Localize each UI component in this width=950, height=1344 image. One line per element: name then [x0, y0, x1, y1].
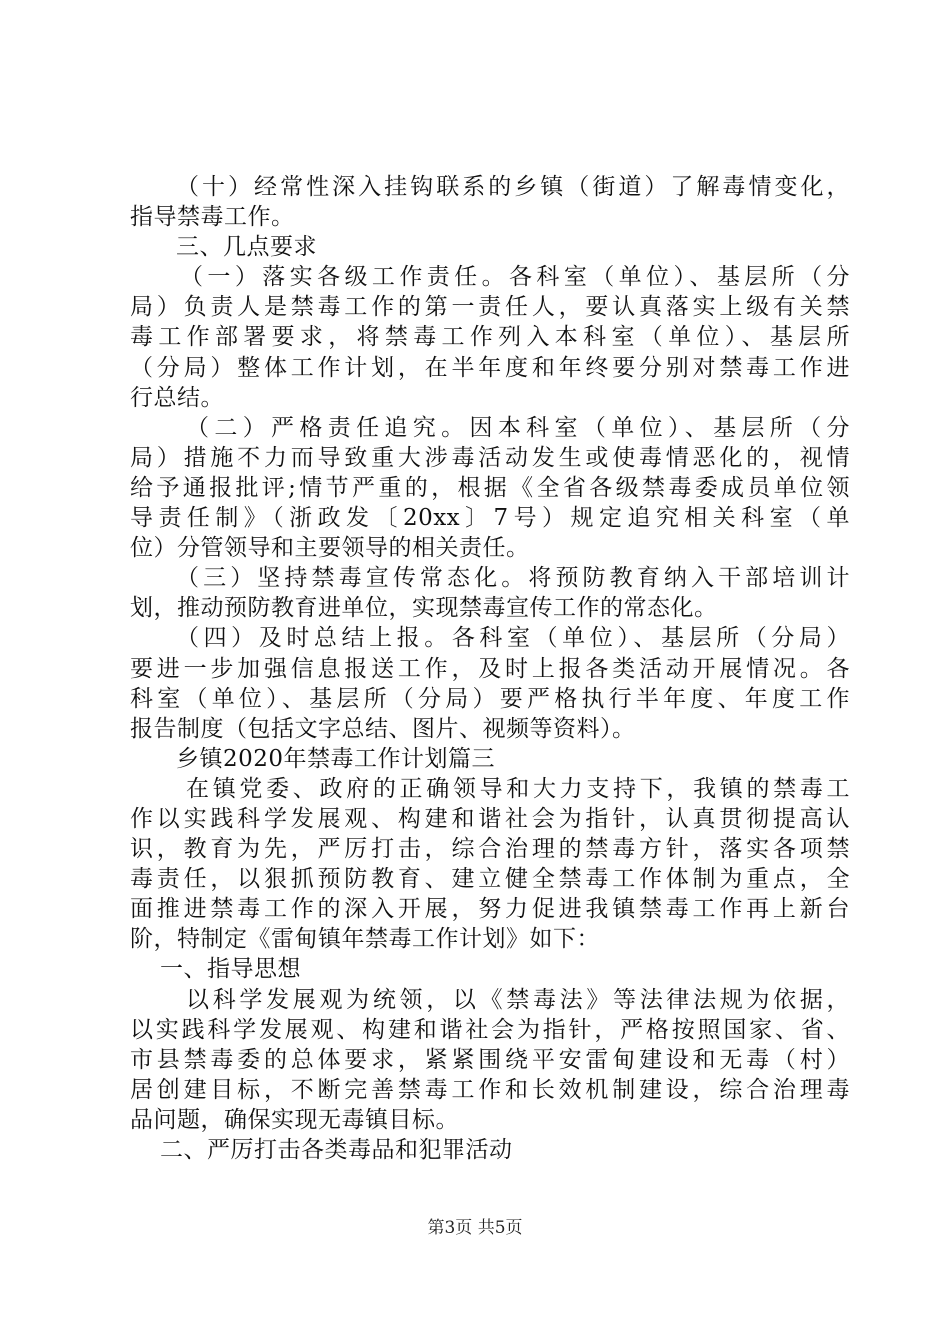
text-line: （四）及时总结上报。各科室（单位）、基层所（分局）: [176, 625, 850, 652]
text-line: （三）坚持禁毒宣传常态化。将预防教育纳入干部培训计: [176, 565, 850, 592]
text-line: 居创建目标，不断完善禁毒工作和长效机制建设，综合治理毒: [130, 1076, 850, 1103]
text-line: 给予通报批评;情节严重的，根据《全省各级禁毒委成员单位领: [130, 474, 850, 501]
text-line: 报告制度（包括文字总结、图片、视频等资料）。: [130, 715, 636, 742]
text-line: 识，教育为先，严厉打击，综合治理的禁毒方针，落实各项禁: [130, 836, 850, 863]
section-heading: 一、指导思想: [160, 956, 301, 983]
text-line: 毒工作部署要求，将禁毒工作列入本科室（单位）、基层所: [130, 324, 850, 351]
text-line: 局）负责人是禁毒工作的第一责任人，要认真落实上级有关禁: [130, 294, 850, 321]
section-heading: 乡镇2020年禁毒工作计划篇三: [176, 745, 496, 772]
text-line: 导责任制》（浙政发〔20xx〕7号）规定追究相关科室（单: [130, 505, 850, 532]
text-line: （二）严格责任追究。因本科室（单位）、基层所（分: [186, 414, 850, 441]
text-line: 阶，特制定《雷甸镇年禁毒工作计划》如下：: [130, 926, 600, 953]
text-line: 指导禁毒工作。: [130, 204, 295, 231]
section-heading: 二、严厉打击各类毒品和犯罪活动: [160, 1137, 513, 1163]
text-line: （分局）整体工作计划，在半年度和年终要分别对禁毒工作进: [130, 354, 850, 381]
text-line: 作以实践科学发展观、构建和谐社会为指针，认真贯彻提高认: [130, 805, 850, 832]
text-line: 毒责任，以狠抓预防教育、建立健全禁毒工作体制为重点，全: [130, 866, 850, 893]
text-line: （十）经常性深入挂钩联系的乡镇（街道）了解毒情变化，: [176, 174, 850, 200]
text-line: 以实践科学发展观、构建和谐社会为指针，严格按照国家、省、: [130, 1016, 850, 1043]
document-body: [130, 172, 850, 1165]
text-line: 以科学发展观为统领，以《禁毒法》等法律法规为依据，: [186, 986, 850, 1013]
text-line: 面推进禁毒工作的深入开展，努力促进我镇禁毒工作再上新台: [130, 896, 850, 923]
page-number: 第3页 共5页: [427, 1218, 523, 1238]
text-line: 科室（单位）、基层所（分局）要严格执行半年度、年度工作: [130, 685, 850, 712]
text-line: （一）落实各级工作责任。各科室（单位）、基层所（分: [180, 264, 850, 291]
text-line: 局）措施不力而导致重大涉毒活动发生或使毒情恶化的，视情: [130, 444, 850, 471]
text-line: 要进一步加强信息报送工作，及时上报各类活动开展情况。各: [130, 655, 850, 682]
section-heading: 三、几点要求: [176, 234, 317, 261]
text-line: 品问题，确保实现无毒镇目标。: [130, 1106, 459, 1133]
text-line: 行总结。: [130, 384, 224, 411]
text-line: 在镇党委、政府的正确领导和大力支持下，我镇的禁毒工: [186, 775, 850, 802]
text-line: 位）分管领导和主要领导的相关责任。: [130, 535, 530, 562]
text-line: 市县禁毒委的总体要求，紧紧围绕平安雷甸建设和无毒（村）: [130, 1046, 850, 1073]
text-line: 划，推动预防教育进单位，实现禁毒宣传工作的常态化。: [130, 595, 718, 622]
